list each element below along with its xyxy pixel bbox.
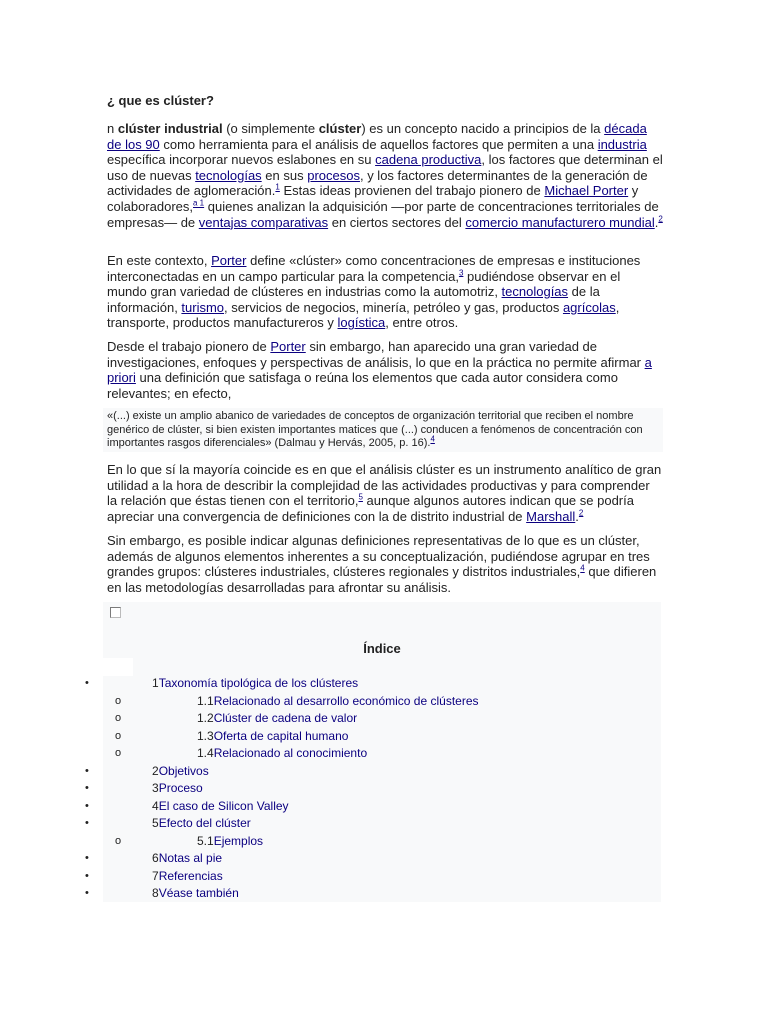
text-run: . bbox=[654, 214, 659, 230]
toc-item-1-3[interactable] bbox=[197, 729, 348, 744]
paragraph-research-variety bbox=[107, 339, 663, 401]
wiki-link[interactable]: Porter bbox=[211, 253, 247, 268]
text-run: y colaboradores, bbox=[107, 183, 639, 214]
wiki-link[interactable]: Porter bbox=[270, 339, 306, 354]
toc-bullet: • bbox=[85, 799, 89, 812]
toc-item-label[interactable]: Referencias bbox=[158, 868, 223, 883]
text-run: en ciertos sectores del bbox=[328, 214, 466, 230]
wiki-link[interactable]: agrícolas bbox=[562, 299, 616, 315]
wiki-link[interactable]: ventajas comparativas bbox=[198, 214, 329, 230]
text-run: «(...) existe un amplio abanico de variedades de conceptos de organización territorial que reciben el nombre genérico de clúster, si bien existen importantes matices que (...) conducen a fenómenos de concentración con importantes rasgos diferenciales» (Dalmau y Hervás, 2005, p. 16). bbox=[107, 410, 643, 450]
toc-item-label[interactable]: Véase también bbox=[158, 886, 239, 900]
text-run: Estas ideas provienen del trabajo pionero de bbox=[279, 183, 545, 199]
footnote-ref[interactable]: 4 bbox=[580, 563, 585, 573]
toc-divider-gap bbox=[103, 658, 133, 676]
toc-item-1-4[interactable] bbox=[197, 746, 367, 761]
toc-item-label[interactable]: Taxonomía tipológica de los clústeres bbox=[158, 676, 359, 690]
toc-sub-bullet: o bbox=[115, 834, 122, 847]
paragraph-definition bbox=[107, 121, 663, 230]
toc-bullet: • bbox=[85, 887, 89, 899]
wiki-link[interactable]: década de los 90 bbox=[107, 121, 647, 152]
toc-item-5-1[interactable] bbox=[197, 834, 263, 849]
text-run: aunque algunos autores indican que se podría apreciar una convergencia de definiciones con la de distrito industrial de bbox=[107, 493, 634, 524]
toc-item-label[interactable]: Relacionado al desarrollo económico de clústeres bbox=[213, 693, 479, 708]
text-run: en sus bbox=[261, 167, 308, 183]
footnote-ref[interactable]: 2 bbox=[658, 214, 663, 224]
toc-item-label[interactable]: Relacionado al conocimiento bbox=[213, 746, 368, 760]
text-run: específica incorporar nuevos eslabones en su bbox=[107, 152, 376, 168]
toc-sub-bullet: o bbox=[115, 712, 122, 724]
toc-item-label[interactable]: Clúster de cadena de valor bbox=[213, 711, 358, 725]
toc-item-1-2[interactable] bbox=[197, 711, 357, 726]
toc-item-label[interactable]: Proceso bbox=[158, 781, 203, 795]
toc-item-number: 1.4 bbox=[197, 746, 214, 760]
toc-item-number: 1 bbox=[152, 676, 159, 690]
text-run: que difieren en las metodologías desarrolladas para afrontar su análisis. bbox=[107, 564, 657, 595]
toc-item-5[interactable] bbox=[152, 816, 251, 831]
toc-item-1[interactable] bbox=[152, 676, 358, 691]
footnote-ref[interactable]: a 1 bbox=[193, 198, 205, 208]
toc-item-number: 5.1 bbox=[197, 833, 214, 848]
wiki-link[interactable]: tecnologías bbox=[501, 284, 569, 300]
toc-item-number: 4 bbox=[152, 798, 159, 813]
toc-item-4[interactable] bbox=[152, 799, 289, 814]
toc-item-2[interactable] bbox=[152, 764, 209, 779]
wiki-link[interactable]: logística bbox=[337, 315, 386, 331]
toc-item-number: 5 bbox=[152, 816, 159, 830]
text-run: , transporte, productos manufactureros y bbox=[107, 299, 620, 331]
text-run: sin embargo, han aparecido una gran variedad de investigaciones, enfoques y perspectivas de análisis, lo que en la práctica no permite afirmar bbox=[107, 339, 645, 370]
text-run: Desde el trabajo pionero de bbox=[107, 339, 271, 354]
toc-item-label[interactable]: Ejemplos bbox=[213, 833, 264, 848]
wiki-link[interactable]: Michael Porter bbox=[544, 183, 629, 199]
text-run: define «clúster» como concentraciones de empresas e instituciones interconectadas en un campo particular para la competencia, bbox=[107, 253, 641, 284]
toc-item-8[interactable] bbox=[152, 886, 239, 901]
text-run: , y los factores determinantes de la generación de actividades de aglomeración. bbox=[107, 167, 648, 199]
wiki-link[interactable]: a priori bbox=[107, 354, 652, 386]
text-run: (o simplemente bbox=[222, 121, 319, 136]
toc-title: Índice bbox=[363, 641, 401, 656]
paragraph-analysis-instrument bbox=[107, 462, 663, 524]
footnote-ref[interactable]: 1 bbox=[275, 183, 280, 193]
toc-bullet: • bbox=[85, 869, 89, 882]
toc-item-1-1[interactable] bbox=[197, 694, 479, 709]
toc-item-label[interactable]: Efecto del clúster bbox=[158, 816, 251, 830]
text-run: quienes analizan la adquisición —por parte de concentraciones territoriales de empresas— de bbox=[107, 198, 659, 230]
text-run: . bbox=[575, 508, 579, 524]
bold-term: clúster bbox=[318, 121, 362, 136]
toc-item-number: 8 bbox=[152, 886, 159, 900]
blockquote-dalmau-hervas bbox=[103, 408, 663, 452]
text-run: de la información, bbox=[107, 284, 600, 315]
text-run: En este contexto, bbox=[107, 253, 212, 268]
toc-bullet: • bbox=[85, 852, 89, 864]
toc-item-number: 1.1 bbox=[197, 693, 214, 708]
bold-term: clúster industrial bbox=[117, 121, 223, 136]
text-run: n bbox=[107, 121, 118, 136]
wiki-link[interactable]: Marshall bbox=[526, 508, 576, 524]
text-run: , los factores que determinan el uso de nuevas bbox=[107, 152, 663, 183]
toc-item-number: 2 bbox=[152, 763, 159, 778]
paragraph-porter-context bbox=[107, 253, 663, 331]
toc-sub-bullet: o bbox=[115, 747, 122, 759]
toc-bullet: • bbox=[85, 817, 89, 829]
wiki-link[interactable]: tecnologías bbox=[195, 167, 262, 183]
toc-item-7[interactable] bbox=[152, 869, 223, 884]
wiki-link[interactable]: procesos bbox=[307, 167, 360, 183]
toc-bullet: • bbox=[85, 782, 89, 794]
text-run: Sin embargo, es posible indicar algunas definiciones representativas de lo que es un clúster, además de algunos elementos inherentes a su conceptualización, pudiéndose agrupar en tres grandes grupos: clústeres industriales, clústeres regionales y distritos industriales, bbox=[107, 533, 650, 580]
toc-sub-bullet: o bbox=[115, 694, 122, 707]
toc-bullet: • bbox=[85, 764, 89, 777]
toc-item-label[interactable]: Notas al pie bbox=[158, 851, 223, 865]
wiki-link[interactable]: cadena productiva bbox=[375, 152, 482, 168]
page-heading: ¿ que es clúster? bbox=[107, 93, 214, 108]
toc-item-number: 7 bbox=[152, 868, 159, 883]
toc-item-label[interactable]: Objetivos bbox=[158, 763, 209, 778]
toc-toggle-checkbox[interactable] bbox=[110, 607, 121, 618]
text-run: pudiéndose observar en el mundo gran variedad de clústeres en industrias como la automotriz, bbox=[107, 268, 621, 300]
wiki-link[interactable]: comercio manufacturero mundial bbox=[465, 214, 655, 230]
text-run: , servicios de negocios, minería, petróleo y gas, productos bbox=[224, 299, 563, 315]
text-run: una definición que satisfaga o reúna los elementos que cada autor considera como relevantes; en efecto, bbox=[107, 370, 618, 401]
wiki-link[interactable]: industria bbox=[597, 136, 647, 152]
footnote-ref[interactable]: 3 bbox=[458, 268, 464, 278]
text-run: como herramienta para el análisis de aquellos factores que permiten a una bbox=[159, 136, 598, 152]
toc-item-3[interactable] bbox=[152, 781, 203, 796]
text-run: En lo que sí la mayoría coincide es en que el análisis clúster es un instrumento analítico de gran utilidad a la hora de describir la complejidad de las actividades productivas y para comprender la relación que éstas tienen con el territorio, bbox=[107, 462, 662, 509]
toc-sub-bullet: o bbox=[115, 729, 122, 742]
toc-item-label[interactable]: El caso de Silicon Valley bbox=[158, 798, 289, 813]
paragraph-definition-groups bbox=[107, 533, 663, 595]
toc-item-number: 1.2 bbox=[197, 711, 214, 725]
footnote-ref[interactable]: 2 bbox=[578, 508, 584, 518]
toc-item-number: 6 bbox=[152, 851, 159, 865]
footnote-ref[interactable]: 5 bbox=[358, 492, 363, 502]
text-run: ) es un concepto nacido a principios de la bbox=[361, 121, 605, 136]
toc-bullet: • bbox=[85, 677, 89, 689]
footnote-ref[interactable]: 4 bbox=[430, 434, 435, 444]
toc-item-6[interactable] bbox=[152, 851, 222, 866]
toc-item-number: 3 bbox=[152, 781, 159, 795]
toc-item-label[interactable]: Oferta de capital humano bbox=[213, 728, 349, 743]
toc-item-number: 1.3 bbox=[197, 728, 214, 743]
wiki-link[interactable]: turismo bbox=[181, 299, 225, 315]
text-run: , entre otros. bbox=[385, 315, 459, 331]
